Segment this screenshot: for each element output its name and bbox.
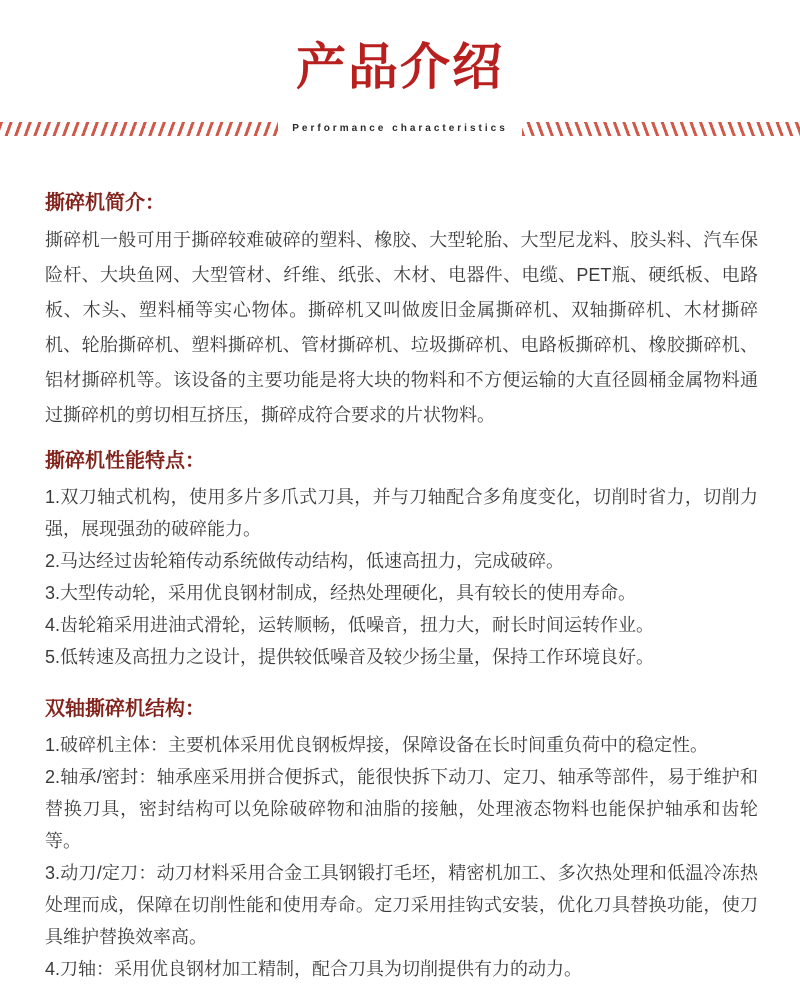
paragraph: 1.双刀轴式机构，使用多片多爪式刀具，并与刀轴配合多角度变化，切削时省力，切削力强，展现强劲的破碎能力。 <box>45 487 758 539</box>
section-shredder-intro <box>45 191 758 433</box>
paragraph: 2.马达经过齿轮箱传动系统做传动结构，低速高扭力，完成破碎。 <box>45 551 565 571</box>
section-dual-shaft-structure <box>45 697 758 985</box>
paragraph: 5.低转速及高扭力之设计，提供较低噪音及较少扬尘量，保持工作环境良好。 <box>45 647 655 667</box>
section-heading: 撕碎机简介： <box>45 192 165 214</box>
paragraph: 4.齿轮箱采用进油式滑轮，运转顺畅，低噪音，扭力大，耐长时间运转作业。 <box>45 615 655 635</box>
section-heading: 撕碎机性能特点： <box>45 450 205 472</box>
paragraph: 4.刀轴：采用优良钢材加工精制，配合刀具为切削提供有力的动力。 <box>45 959 583 979</box>
diagonal-stripes-left-icon <box>0 122 278 136</box>
subtitle-label: Performance characteristics <box>292 123 508 134</box>
paragraph: 3.动刀/定刀：动刀材料采用合金工具钢锻打毛坯，精密机加工、多次热处理和低温冷冻热处理而成，保障在切削性能和使用寿命。定刀采用挂钩式安装，优化刀具替换功能，使刀具维护替换效率高。 <box>45 863 758 947</box>
section-heading: 双轴撕碎机结构： <box>45 698 205 720</box>
paragraph: 2.轴承/密封：轴承座采用拼合便拆式，能很快拆下动刀、定刀、轴承等部件，易于维护和替换刀具，密封结构可以免除破碎物和油脂的接触，处理液态物料也能保护轴承和齿轮等。 <box>45 767 758 851</box>
paragraph: 1.破碎机主体：主要机体采用优良钢板焊接，保障设备在长时间重负荷中的稳定性。 <box>45 735 709 755</box>
diagonal-stripes-right-icon <box>522 122 800 136</box>
section-performance-features <box>45 449 758 673</box>
paragraph: 撕碎机一般可用于撕碎较难破碎的塑料、橡胶、大型轮胎、大型尼龙料、胶头料、汽车保险杆、大块鱼网、大型管材、纤维、纸张、木材、电器件、电缆、PET瓶、硬纸板、电路板、木头、塑料桶等实心物体。撕碎机又叫做废旧金属撕碎机、双轴撕碎机、木材撕碎机、轮胎撕碎机、塑料撕碎机、管材撕碎机、垃圾撕碎机、电路板撕碎机、橡胶撕碎机、铝材撕碎机等。该设备的主要功能是将大块的物料和不方便运输的大直径圆桶金属物料通过撕碎机的剪切相互挤压，撕碎成符合要求的片状物料。 <box>45 230 758 425</box>
page-title: 产品介绍 <box>296 39 504 95</box>
section-divider <box>0 120 800 137</box>
paragraph: 3.大型传动轮，采用优良钢材制成，经热处理硬化，具有较长的使用寿命。 <box>45 583 637 603</box>
content-area <box>0 191 800 985</box>
